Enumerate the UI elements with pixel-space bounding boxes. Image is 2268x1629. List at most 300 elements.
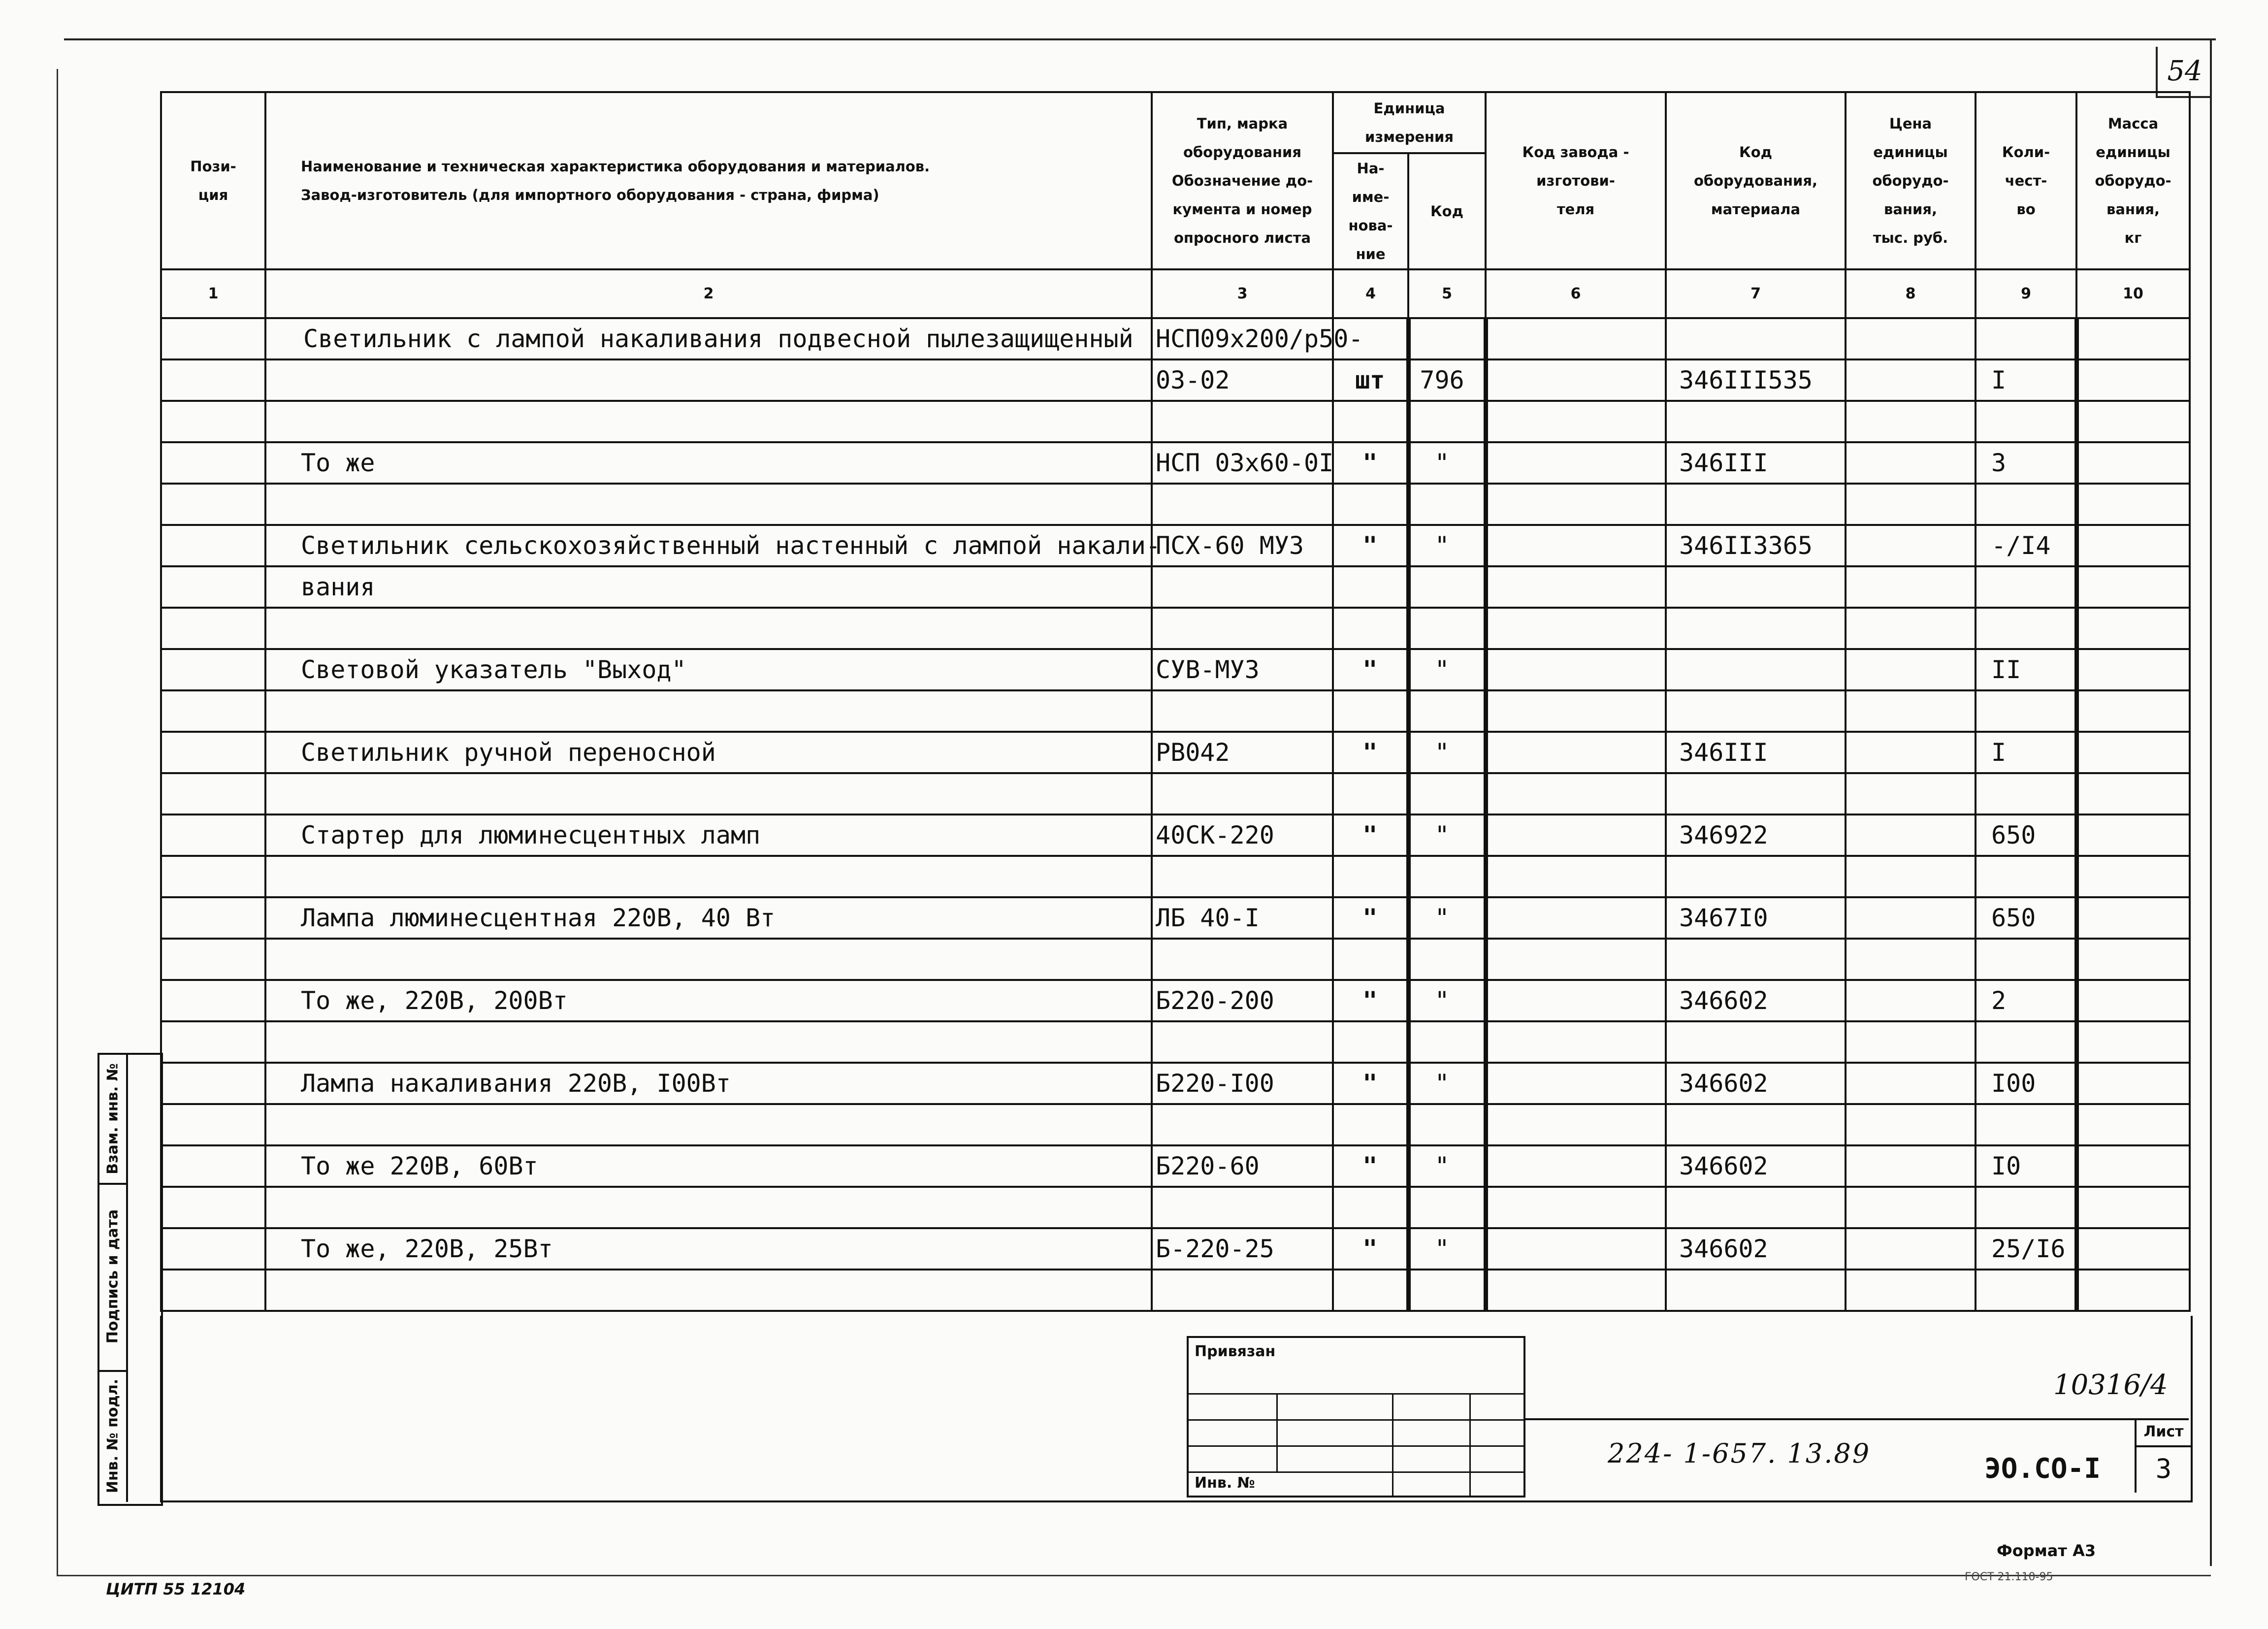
stamp-line — [1189, 1393, 1523, 1395]
header-unit-name: На- име- нова- ние — [1333, 153, 1408, 269]
item-name-cell — [265, 608, 1152, 649]
mass-cell — [2076, 856, 2190, 897]
item-mark-cell — [1152, 690, 1333, 732]
unit-code-cell — [1408, 484, 1486, 525]
equipment-code-cell: 346602 — [1666, 980, 1846, 1021]
item-mark-cell — [1152, 856, 1333, 897]
unit-code-cell — [1408, 608, 1486, 649]
quantity-cell: -/I4 — [1976, 525, 2076, 566]
column-number-row — [161, 269, 2190, 318]
factory-code-cell — [1486, 1228, 1666, 1270]
frame-top-line — [64, 38, 2216, 40]
stamp-line — [1189, 1419, 1523, 1421]
position-cell — [161, 1104, 265, 1145]
quantity-cell — [1976, 318, 2076, 359]
mass-cell — [2076, 1145, 2190, 1187]
equipment-code-cell: 3467I0 — [1666, 897, 1846, 939]
unit-code-cell: " — [1408, 1228, 1486, 1270]
inv-original-label: Инв. № подл. — [104, 1378, 122, 1494]
unit-name-cell — [1333, 690, 1408, 732]
unit-name-cell — [1333, 1187, 1408, 1228]
price-cell — [1846, 1187, 1976, 1228]
item-name-cell: Световой указатель "Выход" — [265, 649, 1152, 690]
mass-cell — [2076, 1063, 2190, 1104]
header-equipment-code: Код оборудования, материала — [1666, 92, 1846, 269]
quantity-cell — [1976, 401, 2076, 442]
price-cell — [1846, 484, 1976, 525]
header-unit: Единица измерения — [1333, 92, 1486, 153]
item-mark-cell — [1152, 1187, 1333, 1228]
table-row — [161, 442, 2190, 484]
item-mark-cell — [1152, 401, 1333, 442]
equipment-code-cell: 346602 — [1666, 1228, 1846, 1270]
item-mark-cell: Б220-200 — [1152, 980, 1333, 1021]
table-row — [161, 608, 2190, 649]
unit-name-cell: " — [1333, 649, 1408, 690]
item-mark-cell — [1152, 1270, 1333, 1311]
price-cell — [1846, 649, 1976, 690]
table-row — [161, 773, 2190, 814]
unit-name-cell: " — [1333, 814, 1408, 856]
factory-code-cell — [1486, 318, 1666, 359]
unit-code-cell — [1408, 318, 1486, 359]
item-mark-cell: ПСХ-60 МУЗ — [1152, 525, 1333, 566]
mass-cell — [2076, 1104, 2190, 1145]
unit-code-cell: " — [1408, 1145, 1486, 1187]
quantity-cell: I — [1976, 732, 2076, 773]
table-row — [161, 980, 2190, 1021]
price-cell — [1846, 1063, 1976, 1104]
quantity-cell — [1976, 484, 2076, 525]
equipment-code-cell: 346III535 — [1666, 359, 1846, 401]
price-cell — [1846, 856, 1976, 897]
unit-code-cell — [1408, 566, 1486, 608]
position-cell — [161, 690, 265, 732]
quantity-cell — [1976, 1187, 2076, 1228]
quantity-cell: I0 — [1976, 1145, 2076, 1187]
position-cell — [161, 897, 265, 939]
factory-code-cell — [1486, 401, 1666, 442]
mass-cell — [2076, 318, 2190, 359]
item-mark-cell: Б220-60 — [1152, 1145, 1333, 1187]
item-name-cell: То же — [265, 442, 1152, 484]
quantity-cell — [1976, 939, 2076, 980]
factory-code-cell — [1486, 1145, 1666, 1187]
price-cell — [1846, 566, 1976, 608]
quantity-cell — [1976, 608, 2076, 649]
factory-code-cell — [1486, 856, 1666, 897]
position-cell — [161, 1270, 265, 1311]
mass-cell — [2076, 1270, 2190, 1311]
unit-name-cell: " — [1333, 980, 1408, 1021]
position-cell — [161, 1187, 265, 1228]
item-name-cell — [265, 773, 1152, 814]
item-mark-cell: ЛБ 40-I — [1152, 897, 1333, 939]
factory-code-cell — [1486, 649, 1666, 690]
factory-code-cell — [1486, 1270, 1666, 1311]
stamp-divider — [1392, 1395, 1393, 1496]
column-number: 5 — [1408, 269, 1486, 318]
table-row — [161, 1228, 2190, 1270]
mass-cell — [2076, 608, 2190, 649]
equipment-code-cell — [1666, 1270, 1846, 1311]
unit-name-cell — [1333, 1104, 1408, 1145]
inv-original-cell — [99, 1370, 128, 1502]
position-cell — [161, 1145, 265, 1187]
item-mark-cell — [1152, 484, 1333, 525]
unit-code-cell — [1408, 1104, 1486, 1145]
position-cell — [161, 566, 265, 608]
mass-cell — [2076, 1228, 2190, 1270]
header-quantity: Коли- чест- во — [1976, 92, 2076, 269]
table-row — [161, 566, 2190, 608]
table-row — [161, 1063, 2190, 1104]
price-cell — [1846, 525, 1976, 566]
table-row — [161, 897, 2190, 939]
header-factory-code: Код завода - изготови- теля — [1486, 92, 1666, 269]
unit-name-cell — [1333, 1021, 1408, 1063]
unit-name-cell: шт — [1333, 359, 1408, 401]
equipment-code-cell — [1666, 608, 1846, 649]
position-cell — [161, 649, 265, 690]
quantity-cell — [1976, 566, 2076, 608]
quantity-cell: I00 — [1976, 1063, 2076, 1104]
unit-name-cell — [1333, 401, 1408, 442]
factory-code-cell — [1486, 1104, 1666, 1145]
item-name-cell: Светильник с лампой накаливания подвесной пылезащищенный — [265, 318, 1152, 359]
mass-cell — [2076, 980, 2190, 1021]
position-cell — [161, 980, 265, 1021]
factory-code-cell — [1486, 773, 1666, 814]
frame-left-line — [57, 69, 58, 1576]
factory-code-cell — [1486, 484, 1666, 525]
equipment-code-cell — [1666, 690, 1846, 732]
unit-code-cell — [1408, 856, 1486, 897]
specification-table — [160, 91, 2191, 1312]
document-mark: ЭО.СО-I — [1984, 1453, 2101, 1485]
item-mark-cell: 03-02 — [1152, 359, 1333, 401]
quantity-cell — [1976, 1104, 2076, 1145]
price-cell — [1846, 608, 1976, 649]
factory-code-cell — [1486, 1021, 1666, 1063]
unit-name-cell — [1333, 1270, 1408, 1311]
quantity-cell — [1976, 1021, 2076, 1063]
stamp-line — [1189, 1471, 1523, 1473]
quantity-cell: 3 — [1976, 442, 2076, 484]
unit-code-cell: " — [1408, 897, 1486, 939]
item-name-cell — [265, 1187, 1152, 1228]
factory-code-cell — [1486, 359, 1666, 401]
approval-side-strip — [97, 1053, 163, 1506]
unit-name-cell — [1333, 856, 1408, 897]
linked-stamp — [1187, 1336, 1525, 1498]
item-mark-cell — [1152, 1104, 1333, 1145]
equipment-code-cell: 346602 — [1666, 1063, 1846, 1104]
quantity-cell: 650 — [1976, 897, 2076, 939]
sheet-page-number: 3 — [2135, 1445, 2191, 1493]
position-cell — [161, 1021, 265, 1063]
table-row — [161, 1021, 2190, 1063]
price-cell — [1846, 1228, 1976, 1270]
mass-cell — [2076, 1187, 2190, 1228]
column-number: 4 — [1333, 269, 1408, 318]
item-name-cell: Стартер для люминесцентных ламп — [265, 814, 1152, 856]
price-cell — [1846, 442, 1976, 484]
equipment-code-cell — [1666, 484, 1846, 525]
price-cell — [1846, 1270, 1976, 1311]
mass-cell — [2076, 566, 2190, 608]
equipment-code-cell — [1666, 318, 1846, 359]
table-row — [161, 318, 2190, 359]
quantity-cell: 650 — [1976, 814, 2076, 856]
unit-code-cell: " — [1408, 525, 1486, 566]
position-cell — [161, 1228, 265, 1270]
price-cell — [1846, 897, 1976, 939]
equipment-code-cell — [1666, 939, 1846, 980]
price-cell — [1846, 980, 1976, 1021]
table-row — [161, 484, 2190, 525]
handwritten-number: 10316/4 — [2053, 1369, 2168, 1401]
sheet-number: 54 — [2156, 47, 2212, 98]
unit-code-cell — [1408, 690, 1486, 732]
unit-code-cell — [1408, 773, 1486, 814]
mass-cell — [2076, 939, 2190, 980]
unit-name-cell: " — [1333, 1145, 1408, 1187]
position-cell — [161, 359, 265, 401]
position-cell — [161, 442, 265, 484]
position-cell — [161, 732, 265, 773]
format-label: Формат А3 — [1997, 1541, 2096, 1560]
factory-code-cell — [1486, 566, 1666, 608]
position-cell — [161, 939, 265, 980]
factory-code-cell — [1486, 732, 1666, 773]
unit-name-cell: " — [1333, 1228, 1408, 1270]
signature-date-label: Подпись и дата — [104, 1209, 122, 1344]
header-mark: Тип, марка оборудования Обозначение до- кумента и номер опросного листа — [1152, 92, 1333, 269]
unit-name-cell: " — [1333, 897, 1408, 939]
unit-code-cell: " — [1408, 980, 1486, 1021]
item-name-cell — [265, 401, 1152, 442]
mass-cell — [2076, 359, 2190, 401]
column-number: 2 — [265, 269, 1152, 318]
position-cell — [161, 608, 265, 649]
unit-name-cell — [1333, 939, 1408, 980]
item-mark-cell — [1152, 939, 1333, 980]
stamp-divider — [1469, 1395, 1471, 1496]
price-cell — [1846, 939, 1976, 980]
unit-name-cell: " — [1333, 732, 1408, 773]
stamp-line — [1189, 1445, 1523, 1447]
table-row — [161, 1145, 2190, 1187]
equipment-code-cell: 346III — [1666, 442, 1846, 484]
item-name-cell — [265, 359, 1152, 401]
equipment-code-cell — [1666, 566, 1846, 608]
item-name-cell: Лампа накаливания 220В, I00Вт — [265, 1063, 1152, 1104]
vzam-inv-label: Взам. инв. № — [104, 1063, 122, 1174]
price-cell — [1846, 401, 1976, 442]
factory-code-cell — [1486, 814, 1666, 856]
inv-number-label: Инв. № — [1195, 1474, 1255, 1492]
quantity-cell: I — [1976, 359, 2076, 401]
column-number: 3 — [1152, 269, 1333, 318]
factory-code-cell — [1486, 1063, 1666, 1104]
column-number: 7 — [1666, 269, 1846, 318]
item-mark-cell: 40СК-220 — [1152, 814, 1333, 856]
position-cell — [161, 856, 265, 897]
quantity-cell: 25/I6 — [1976, 1228, 2076, 1270]
unit-code-cell: " — [1408, 732, 1486, 773]
price-cell — [1846, 318, 1976, 359]
table-row — [161, 401, 2190, 442]
unit-code-cell — [1408, 401, 1486, 442]
column-number: 8 — [1846, 269, 1976, 318]
item-name-cell: Лампа люминесцентная 220В, 40 Вт — [265, 897, 1152, 939]
item-name-cell: То же 220В, 60Вт — [265, 1145, 1152, 1187]
price-cell — [1846, 690, 1976, 732]
item-mark-cell: Б220-I00 — [1152, 1063, 1333, 1104]
header-position: Пози- ция — [161, 92, 265, 269]
mass-cell — [2076, 525, 2190, 566]
header-name: Наименование и техническая характеристика оборудования и материалов. Завод-изготовитель (для импортного оборудования - страна, фирма) — [265, 92, 1152, 269]
header-mass: Масса единицы оборудо- вания, кг — [2076, 92, 2190, 269]
table-row — [161, 1270, 2190, 1311]
price-cell — [1846, 814, 1976, 856]
item-mark-cell — [1152, 566, 1333, 608]
item-name-cell: Светильник ручной переносной — [265, 732, 1152, 773]
position-cell — [161, 401, 265, 442]
unit-code-cell — [1408, 1187, 1486, 1228]
header-price: Цена единицы оборудо- вания, тыс. руб. — [1846, 92, 1976, 269]
quantity-cell: 2 — [1976, 980, 2076, 1021]
item-name-cell — [265, 1104, 1152, 1145]
item-name-cell: То же, 220В, 25Вт — [265, 1228, 1152, 1270]
item-name-cell: То же, 220В, 200Вт — [265, 980, 1152, 1021]
item-name-cell — [265, 1270, 1152, 1311]
document-code: 224- 1-657. 13.89 — [1608, 1438, 1871, 1469]
factory-code-cell — [1486, 608, 1666, 649]
equipment-code-cell: 346602 — [1666, 1145, 1846, 1187]
unit-code-cell: 796 — [1408, 359, 1486, 401]
frame-bottom-line — [57, 1575, 2211, 1576]
stamp-divider — [1276, 1395, 1278, 1472]
equipment-code-cell — [1666, 401, 1846, 442]
item-name-cell — [265, 690, 1152, 732]
vzam-inv-cell — [99, 1055, 128, 1185]
unit-name-cell — [1333, 608, 1408, 649]
equipment-code-cell — [1666, 1187, 1846, 1228]
unit-code-cell — [1408, 1021, 1486, 1063]
unit-code-cell: " — [1408, 442, 1486, 484]
mass-cell — [2076, 773, 2190, 814]
price-cell — [1846, 1021, 1976, 1063]
equipment-code-cell — [1666, 1021, 1846, 1063]
unit-name-cell: " — [1333, 1063, 1408, 1104]
gost-label: ГОСТ 21.110-95 — [1965, 1571, 2053, 1583]
table-row — [161, 359, 2190, 401]
column-number: 1 — [161, 269, 265, 318]
signature-date-cell — [99, 1183, 128, 1372]
item-mark-cell — [1152, 608, 1333, 649]
table-row — [161, 1187, 2190, 1228]
item-mark-cell: Б-220-25 — [1152, 1228, 1333, 1270]
table-row — [161, 1104, 2190, 1145]
factory-code-cell — [1486, 1187, 1666, 1228]
table-row — [161, 856, 2190, 897]
equipment-code-cell — [1666, 649, 1846, 690]
item-name-cell — [265, 856, 1152, 897]
factory-code-cell — [1486, 525, 1666, 566]
linked-label: Привязан — [1195, 1343, 1276, 1360]
table-row — [161, 525, 2190, 566]
unit-code-cell — [1408, 939, 1486, 980]
unit-name-cell — [1333, 484, 1408, 525]
mass-cell — [2076, 814, 2190, 856]
equipment-code-cell — [1666, 773, 1846, 814]
unit-code-cell: " — [1408, 649, 1486, 690]
price-cell — [1846, 1145, 1976, 1187]
factory-code-cell — [1486, 897, 1666, 939]
header-unit-code: Код — [1408, 153, 1486, 269]
table-row — [161, 732, 2190, 773]
table-row — [161, 690, 2190, 732]
mass-cell — [2076, 401, 2190, 442]
column-number: 9 — [1976, 269, 2076, 318]
mass-cell — [2076, 1021, 2190, 1063]
item-name-cell — [265, 1021, 1152, 1063]
item-name-cell — [265, 939, 1152, 980]
item-name-cell: вания — [265, 566, 1152, 608]
equipment-code-cell: 346II3365 — [1666, 525, 1846, 566]
factory-code-cell — [1486, 939, 1666, 980]
quantity-cell — [1976, 856, 2076, 897]
item-name-cell — [265, 484, 1152, 525]
position-cell — [161, 318, 265, 359]
column-number: 10 — [2076, 269, 2190, 318]
position-cell — [161, 484, 265, 525]
price-cell — [1846, 1104, 1976, 1145]
position-cell — [161, 525, 265, 566]
item-mark-cell — [1152, 1021, 1333, 1063]
factory-code-cell — [1486, 442, 1666, 484]
equipment-code-cell: 346III — [1666, 732, 1846, 773]
equipment-code-cell — [1666, 856, 1846, 897]
factory-code-cell — [1486, 980, 1666, 1021]
sheet-label: Лист — [2135, 1418, 2191, 1447]
mass-cell — [2076, 484, 2190, 525]
table-row — [161, 939, 2190, 980]
equipment-code-cell — [1666, 1104, 1846, 1145]
table-row — [161, 649, 2190, 690]
unit-code-cell: " — [1408, 1063, 1486, 1104]
table-row — [161, 814, 2190, 856]
mass-cell — [2076, 732, 2190, 773]
price-cell — [1846, 732, 1976, 773]
unit-name-cell: " — [1333, 525, 1408, 566]
unit-name-cell — [1333, 566, 1408, 608]
column-number: 6 — [1486, 269, 1666, 318]
item-mark-cell: СУВ-МУЗ — [1152, 649, 1333, 690]
quantity-cell — [1976, 690, 2076, 732]
quantity-cell: II — [1976, 649, 2076, 690]
unit-name-cell: " — [1333, 442, 1408, 484]
price-cell — [1846, 773, 1976, 814]
item-mark-cell: РВ042 — [1152, 732, 1333, 773]
unit-name-cell — [1333, 773, 1408, 814]
mass-cell — [2076, 649, 2190, 690]
item-name-cell: Светильник сельскохозяйственный настенный с лампой накали- — [265, 525, 1152, 566]
mass-cell — [2076, 690, 2190, 732]
factory-code-cell — [1486, 690, 1666, 732]
